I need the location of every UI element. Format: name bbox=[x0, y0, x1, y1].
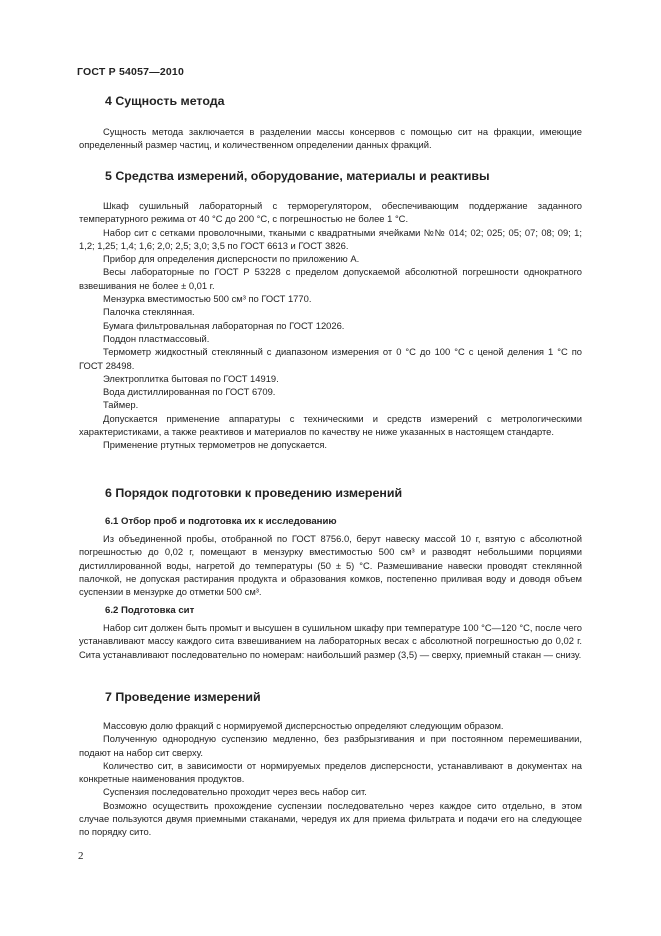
subsection-6-1-body bbox=[79, 532, 582, 598]
paragraph: Поддон пластмассовый. bbox=[103, 332, 210, 344]
document-header: ГОСТ Р 54057—2010 bbox=[77, 66, 185, 78]
paragraph: Термометр жидкостный стеклянный с диапазоном измерения от 0 °С до 100 °С с ценой деления 1 °С по ГОСТ 28498. bbox=[79, 346, 582, 371]
paragraph: Шкаф сушильный лабораторный с терморегулятором, обеспечивающим поддержание заданного температурного режима от 40 °С до 200 °С, с погрешностью не более 1 °С. bbox=[79, 200, 582, 225]
paragraph: Электроплитка бытовая по ГОСТ 14919. bbox=[103, 372, 279, 384]
paragraph: Массовую долю фракций с нормируемой дисперсностью определяют следующим образом. bbox=[103, 720, 504, 731]
section-4-title: 4 Сущность метода bbox=[105, 94, 225, 108]
paragraph: Возможно осуществить прохождение суспензии последовательно через каждое сито отдельно, в этом случае пользуются двумя приемными стаканами, чередуя их для приема фильтрата и подачи его на следующее по порядку сито. bbox=[79, 799, 582, 838]
paragraph: Вода дистиллированная по ГОСТ 6709. bbox=[103, 386, 276, 398]
paragraph: Набор сит с сетками проволочными, ткаными с квадратными ячейками №№ 014; 02; 025; 05; 07; 08; 09; 1; 1,2; 1,25; 1,4; 1,6; 2,0; 2,5; 3,0; 3,5 по ГОСТ 6613 и ГОСТ 3826. bbox=[79, 226, 582, 251]
section-4-body bbox=[79, 125, 582, 152]
paragraph: Прибор для определения дисперсности по приложению А. bbox=[103, 253, 360, 265]
subsection-6-2-title: 6.2 Подготовка сит bbox=[105, 605, 195, 616]
page-number: 2 bbox=[78, 850, 84, 862]
section-5-body bbox=[79, 199, 582, 452]
paragraph: Полученную однородную суспензию медленно, без разбрызгивания и при постоянном перемешивании, подают на набор сит сверху. bbox=[79, 733, 582, 758]
paragraph: Применение ртутных термометров не допускается. bbox=[103, 439, 328, 451]
paragraph: Допускается применение аппаратуры с техническими и средств измерений с метрологическими характеристиками, а также реактивов и материалов по качеству не ниже указанных в настоящем стандарте. bbox=[79, 412, 582, 438]
paragraph: Таймер. bbox=[103, 399, 139, 411]
paragraph: Суспензия последовательно проходит через весь набор сит. bbox=[103, 786, 367, 798]
paragraph: Из объединенной пробы, отобранной по ГОСТ 8756.0, берут навеску массой 10 г, взятую с абсолютной погрешностью до 0,02 г, помещают в мензурку вместимостью 500 см³ и разводят небольшими порциями дистиллированной воды, нагретой до температуры (50 ± 5) °С. Размешивание навески проводят стеклянной палочкой, не допуская растирания продукта и образования комков, постепенно приливая воду и доводя объем суспензии в мензурке до отметки 500 см³. bbox=[79, 533, 582, 598]
section-6-title: 6 Порядок подготовки к проведению измерений bbox=[105, 486, 403, 500]
section-7-body bbox=[79, 719, 582, 839]
paragraph: Бумага фильтровальная лабораторная по ГОСТ 12026. bbox=[103, 319, 345, 331]
paragraph: Количество сит, в зависимости от нормируемых пределов дисперсности, устанавливают в документах на конкретные наименования продуктов. bbox=[79, 759, 582, 785]
section-7-title: 7 Проведение измерений bbox=[105, 690, 261, 704]
subsection-6-2-body bbox=[79, 621, 582, 661]
paragraph: Весы лабораторные по ГОСТ Р 53228 с пределом допускаемой абсолютной погрешности однократного взвешивания не более ± 0,01 г. bbox=[79, 266, 582, 291]
paragraph: Палочка стеклянная. bbox=[103, 306, 195, 318]
subsection-6-1-title: 6.1 Отбор проб и подготовка их к исследованию bbox=[105, 516, 337, 527]
paragraph: Набор сит должен быть промыт и высушен в сушильном шкафу при температуре 100 °С—120 °С, после чего устанавливают массу каждого сита взвешиванием на лабораторных весах с абсолютной погрешностью до 0,02 г. Сита устанавливают последовательно по номерам: наибольший размер (3,5) — сверху, приемный стакан — снизу. bbox=[79, 622, 582, 660]
paragraph: Сущность метода заключается в разделении массы консервов с помощью сит на фракции, имеющие определенный размер частиц, и количественном определении данных фракций. bbox=[79, 126, 582, 151]
section-5-title: 5 Средства измерений, оборудование, материалы и реактивы bbox=[105, 169, 490, 183]
paragraph: Мензурка вместимостью 500 см³ по ГОСТ 1770. bbox=[103, 293, 312, 305]
